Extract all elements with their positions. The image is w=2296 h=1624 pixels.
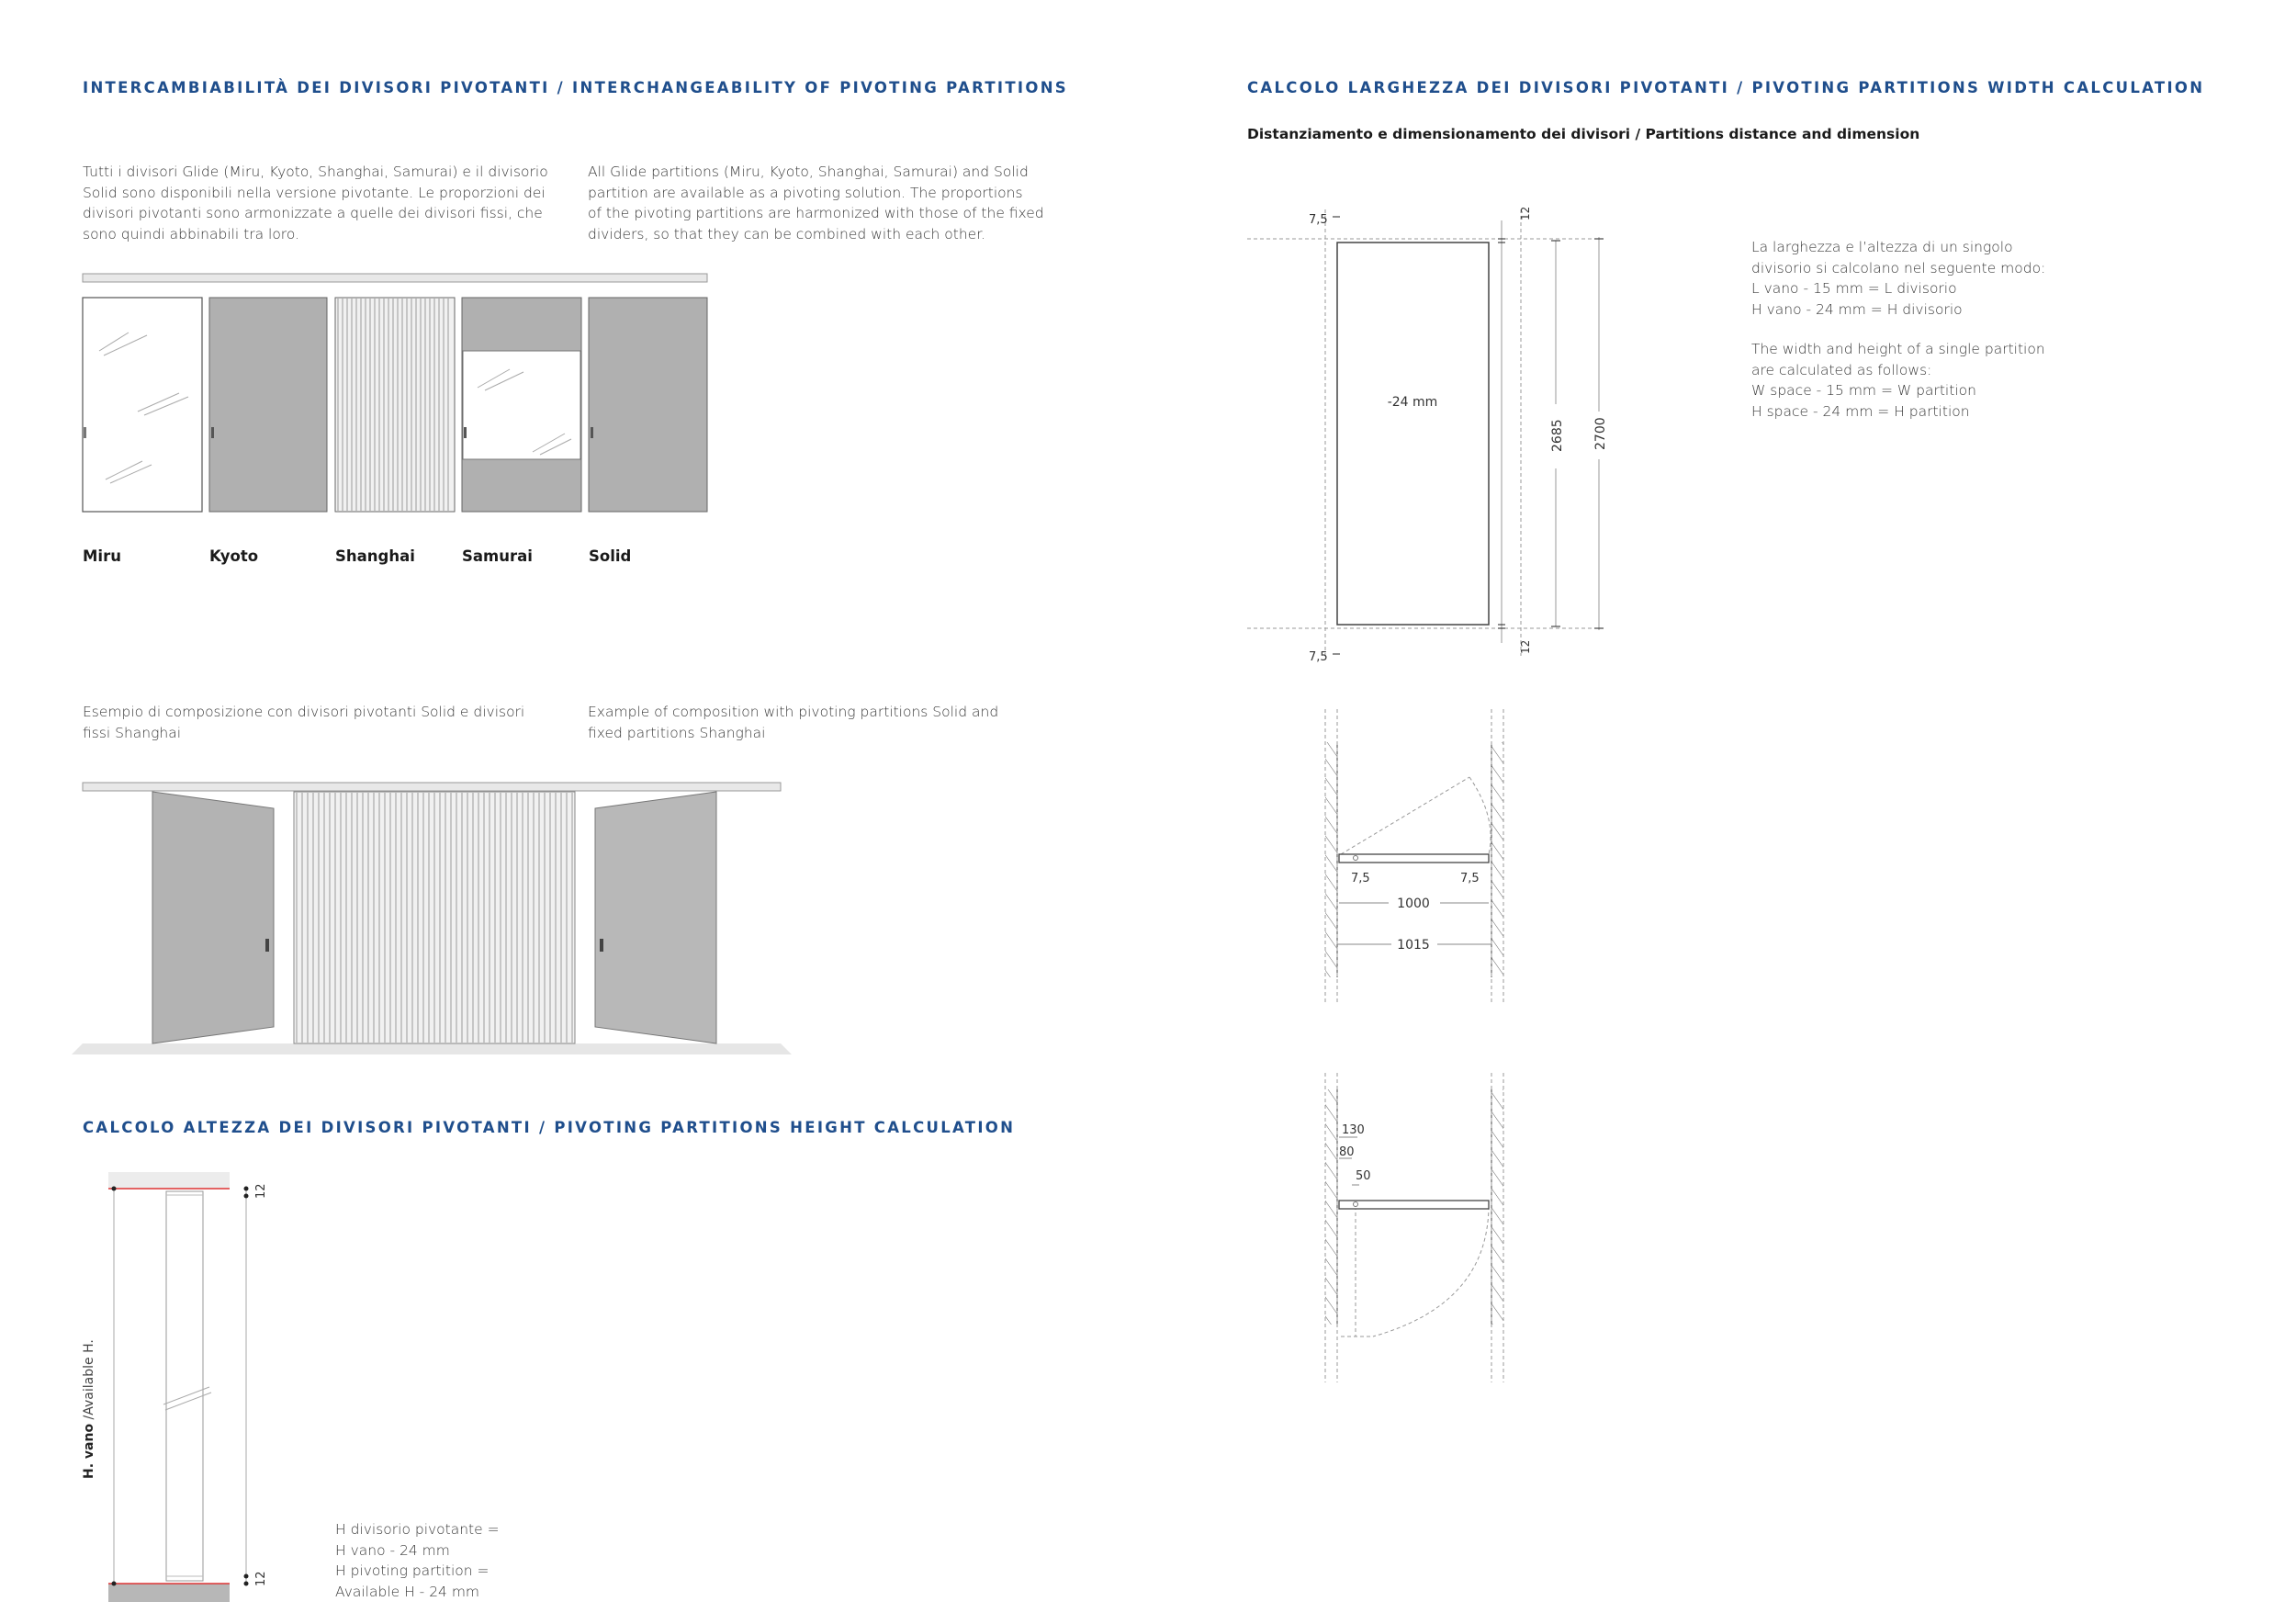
width-formula-en: The width and height of a single partition are calculated as follows: W space - 15 mm = W partition H space - 24 mm = H partition [1751,341,2045,420]
available-height-axis-label: H. vano /Available H. [82,1339,96,1479]
plan2-dim-130: 130 [1342,1123,1365,1137]
interchangeability-heading: INTERCAMBIABILITÀ DEI DIVISORI PIVOTANTI / INTERCHANGEABILITY OF PIVOTING PARTITIONS [83,79,1068,96]
elev-bottom-left-gap: 7,5 [1309,650,1328,664]
elev-outer-height: 2700 [1593,417,1608,450]
height-formula-text: H divisorio pivotante = H vano - 24 mm H pivoting partition = Available H - 24 mm [335,1521,500,1600]
elev-top-left-gap: 7,5 [1309,213,1328,227]
height-dim-bottom: 12 [254,1571,268,1586]
width-calc-heading: CALCOLO LARGHEZZA DEI DIVISORI PIVOTANTI / PIVOTING PARTITIONS WIDTH CALCULATION [1247,79,2205,96]
plan1-right-gap: 7,5 [1460,872,1480,885]
example-text-it: Esempio di composizione con divisori pivotanti Solid e divisori fissi Shanghai [83,704,525,741]
width-formula-it: La larghezza e l’altezza di un singolo divisorio si calcolano nel seguente modo: L vano - 15 mm = L divisorio H vano - 24 mm = H divisorio [1751,239,2046,318]
elev-center-label: -24 mm [1387,395,1438,410]
label-samurai: Samurai [462,547,533,565]
width-calc-subheading: Distanziamento e dimensionamento dei divisori / Partitions distance and dimension [1247,126,1920,142]
plan1-panel-width: 1000 [1397,897,1430,911]
height-dim-top: 12 [254,1183,268,1199]
elev-inner-height: 2685 [1550,419,1565,452]
plan1-space-width: 1015 [1397,938,1430,953]
plan1-left-gap: 7,5 [1351,872,1370,885]
label-solid: Solid [589,547,632,565]
elev-top-gap: 12 [1519,206,1532,220]
height-calc-heading: CALCOLO ALTEZZA DEI DIVISORI PIVOTANTI / PIVOTING PARTITIONS HEIGHT CALCULATION [83,1119,1016,1136]
example-text-en: Example of composition with pivoting partitions Solid and fixed partitions Shanghai [588,704,999,741]
elev-bottom-gap: 12 [1519,639,1532,654]
label-shanghai: Shanghai [335,547,415,565]
plan2-dim-50: 50 [1356,1169,1371,1183]
intro-text-it: Tutti i divisori Glide (Miru, Kyoto, Shanghai, Samurai) e il divisorio Solid sono disponibili nella versione pivotante. Le proporzioni dei divisori pivotanti sono armonizzate a quelle dei divisori fissi, che sono quindi abbinabili tra loro. [83,164,548,242]
label-kyoto: Kyoto [209,547,259,565]
plan2-panel [1339,1201,1489,1209]
intro-text-en: All Glide partitions (Miru, Kyoto, Shanghai, Samurai) and Solid partition are available as a pivoting solution. The proportions of the pivoting partitions are harmonized with those of the fixed dividers, so that they can be combined with each other. [588,164,1044,242]
label-miru: Miru [83,547,121,565]
plan2-dim-80: 80 [1339,1145,1355,1159]
